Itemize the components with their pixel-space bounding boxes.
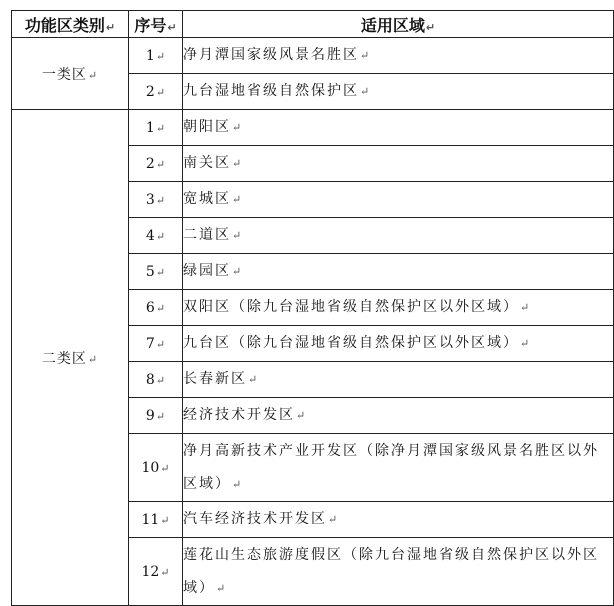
area-cell: 双阳区（除九台湿地省级自然保护区以外区域）↵ <box>183 290 614 326</box>
number-cell: 4↵ <box>129 218 183 254</box>
area-cell: 净月潭国家级风景名胜区↵ <box>183 38 614 74</box>
number-cell: 11↵ <box>129 502 183 538</box>
number-cell: 9↵ <box>129 398 183 434</box>
number-cell: 6↵ <box>129 290 183 326</box>
area-cell: 南关区↵ <box>183 146 614 182</box>
header-area: 适用区域↵ <box>183 11 614 38</box>
number-cell: 8↵ <box>129 362 183 398</box>
area-cell: 长春新区↵ <box>183 362 614 398</box>
header-category: 功能区类别↵ <box>12 11 129 38</box>
area-cell: 宽城区↵ <box>183 182 614 218</box>
area-cell: 莲花山生态旅游度假区（除九台湿地省级自然保护区以外区域）↵ <box>183 538 614 606</box>
table-row <box>12 110 614 146</box>
table-row <box>12 38 614 74</box>
area-cell: 净月高新技术产业开发区（除净月潭国家级风景名胜区以外区域）↵ <box>183 434 614 502</box>
number-cell: 12↵ <box>129 538 183 606</box>
category-cell: 一类区↵ <box>12 38 129 110</box>
number-cell: 5↵ <box>129 254 183 290</box>
area-cell: 九台区（除九台湿地省级自然保护区以外区域）↵ <box>183 326 614 362</box>
header-number: 序号↵ <box>129 11 183 38</box>
area-cell: 九台湿地省级自然保护区↵ <box>183 74 614 110</box>
number-cell: 1↵ <box>129 38 183 74</box>
zone-table <box>11 10 614 606</box>
category-cell: 二类区↵ <box>12 110 129 606</box>
area-cell: 朝阳区↵ <box>183 110 614 146</box>
number-cell: 10↵ <box>129 434 183 502</box>
area-cell: 绿园区↵ <box>183 254 614 290</box>
area-cell: 二道区↵ <box>183 218 614 254</box>
area-cell: 汽车经济技术开发区↵ <box>183 502 614 538</box>
number-cell: 1↵ <box>129 110 183 146</box>
number-cell: 7↵ <box>129 326 183 362</box>
number-cell: 2↵ <box>129 74 183 110</box>
header-row <box>12 11 614 38</box>
area-cell: 经济技术开发区↵ <box>183 398 614 434</box>
number-cell: 2↵ <box>129 146 183 182</box>
number-cell: 3↵ <box>129 182 183 218</box>
